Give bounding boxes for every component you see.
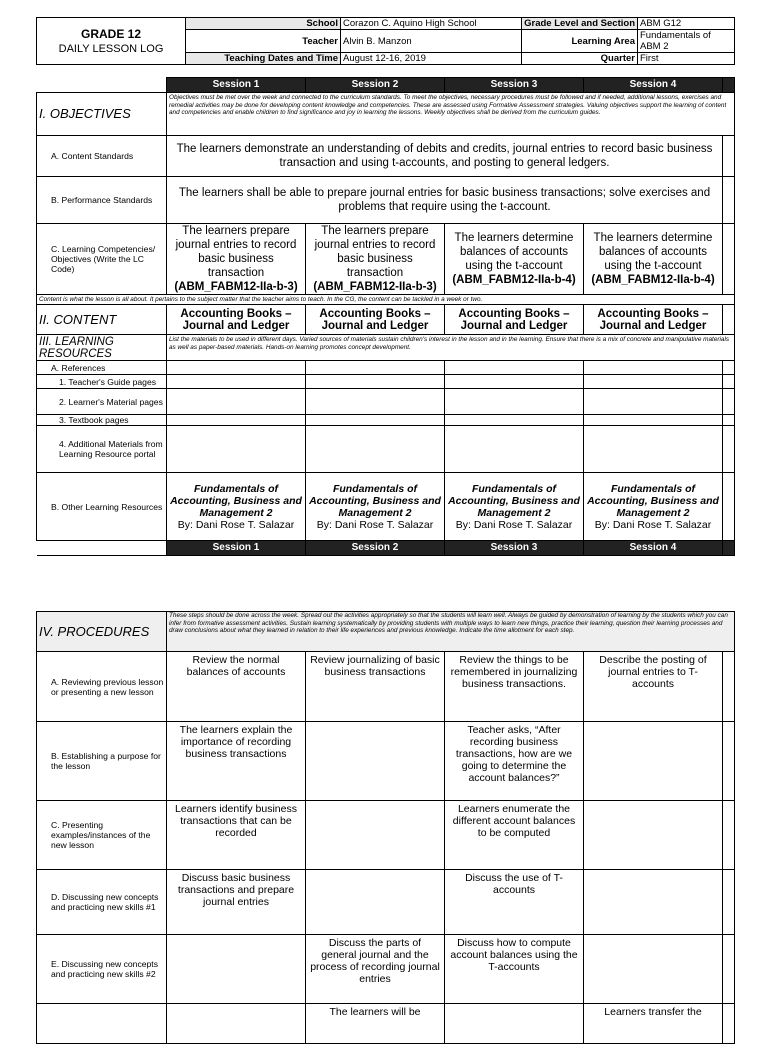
session-header: Session 4: [584, 78, 723, 93]
content-topic: Accounting Books – Journal and Ledger: [306, 305, 445, 335]
procedure-cell: The learners explain the importance of recording business transactions: [167, 722, 306, 801]
learning-area-label: Learning Area: [522, 30, 638, 53]
learner-material-label: 2. Learner's Material pages: [37, 389, 167, 415]
session-footer: Session 3: [445, 541, 584, 556]
competency-text: The learners determine balances of accounts using the t-account: [593, 232, 713, 272]
procedure-cell: Learners enumerate the different account balances to be computed: [445, 801, 584, 870]
procedure-label: D. Discussing new concepts and practicing new skills #1: [37, 870, 167, 935]
content-title: II. CONTENT: [37, 305, 167, 335]
competency-code: (ABM_FABM12-IIa-b-4): [452, 274, 576, 286]
book-title: Fundamentals of Accounting, Business and Management 2: [587, 482, 719, 519]
book-title: Fundamentals of Accounting, Business and Management 2: [170, 482, 302, 519]
school-value: Corazon C. Aquino High School: [341, 18, 522, 30]
book-author: By: Dani Rose T. Salazar: [455, 518, 573, 531]
book-author: By: Dani Rose T. Salazar: [316, 518, 434, 531]
lesson-log-table: [36, 77, 735, 556]
procedure-label: E. Discussing new concepts and practicing new skills #2: [37, 935, 167, 1004]
procedure-cell: Discuss the parts of general journal and the process of recording journal entries: [306, 935, 445, 1004]
content-topic: Accounting Books – Journal and Ledger: [584, 305, 723, 335]
dates-label: Teaching Dates and Time: [186, 53, 341, 65]
teacher-label: Teacher: [186, 30, 341, 53]
performance-standards-label: B. Performance Standards: [37, 177, 167, 224]
grade-cell: [37, 18, 186, 65]
resources-note: List the materials to be used in different days. Varied sources of materials sustain children's interest in the lesson and in the learning. Ensure that there is a mix of concrete and manipulative materials as well as paper-based materials. Hands-on learning promotes concept development.: [167, 335, 735, 361]
procedure-cell: Discuss the use of T-accounts: [445, 870, 584, 935]
competencies-label: C. Learning Competencies/ Objectives (Write the LC Code): [37, 224, 167, 295]
school-label: School: [186, 18, 341, 30]
procedure-cell: [584, 722, 723, 801]
content-topic: Accounting Books – Journal and Ledger: [167, 305, 306, 335]
book-cell: [445, 473, 584, 541]
procedure-cell: [306, 722, 445, 801]
procedure-cell: [584, 870, 723, 935]
content-topic: Accounting Books – Journal and Ledger: [445, 305, 584, 335]
competency-cell: [584, 224, 723, 295]
content-standards-label: A. Content Standards: [37, 136, 167, 177]
session-header: Session 3: [445, 78, 584, 93]
procedure-cell: Review journalizing of basic business transactions: [306, 652, 445, 722]
book-cell: [584, 473, 723, 541]
competency-cell: [445, 224, 584, 295]
header-table: [36, 17, 735, 65]
book-title: Fundamentals of Accounting, Business and Management 2: [309, 482, 441, 519]
resources-title: III. LEARNING RESOURCES: [37, 335, 167, 361]
procedure-cell: [584, 801, 723, 870]
teacher-guide-label: 1. Teacher's Guide pages: [37, 375, 167, 389]
performance-standards-text: The learners shall be able to prepare journal entries for basic business transactions; solve exercises and problems that require using the t-account.: [167, 177, 723, 224]
competency-text: The learners determine balances of accounts using the t-account: [454, 232, 574, 272]
procedure-label: A. Reviewing previous lesson or presenting a new lesson: [37, 652, 167, 722]
session-footer: Session 4: [584, 541, 723, 556]
procedure-cell: Review the normal balances of accounts: [167, 652, 306, 722]
procedure-cell: Teacher asks, “After recording business transactions, how are we going to determine the account balances?”: [445, 722, 584, 801]
book-title: Fundamentals of Accounting, Business and Management 2: [448, 482, 580, 519]
quarter-label: Quarter: [522, 53, 638, 65]
competency-cell: [306, 224, 445, 295]
competency-cell: [167, 224, 306, 295]
procedure-label: C. Presenting examples/instances of the new lesson: [37, 801, 167, 870]
procedure-cell: Discuss basic business transactions and prepare journal entries: [167, 870, 306, 935]
book-cell: [167, 473, 306, 541]
session-header: Session 1: [167, 78, 306, 93]
competency-text: The learners prepare journal entries to record basic business transaction: [314, 225, 436, 279]
objectives-note: Objectives must be met over the week and connected to the curriculum standards. To meet the objectives, necessary procedures must be followed and if needed, additional lessons, exercises and remedial activities may be done for developing content knowledge and competencies. These are assessed using Formative Assessment strategies. Valuing objectives support the learning of content and competencies and enable children to find significance and joy in learning the lessons. Weekly objectives shall be derived from the curriculum guides.: [167, 93, 735, 136]
content-standards-text: The learners demonstrate an understanding of debits and credits, journal entries to record basic business transaction and using t-accounts, and posting to general ledgers.: [167, 136, 723, 177]
procedure-cell: [306, 870, 445, 935]
objectives-title: I. OBJECTIVES: [37, 93, 167, 136]
competency-code: (ABM_FABM12-IIa-b-3): [174, 281, 298, 293]
quarter-value: First: [638, 53, 735, 65]
procedure-cell: Learners transfer the: [584, 1004, 723, 1044]
procedures-title: IV. PROCEDURES: [37, 612, 167, 652]
competency-text: The learners prepare journal entries to record basic business transaction: [175, 225, 297, 279]
book-author: By: Dani Rose T. Salazar: [177, 518, 295, 531]
procedures-table: [36, 611, 735, 1044]
procedure-cell: Discuss how to compute account balances using the T-accounts: [445, 935, 584, 1004]
session-footer: Session 2: [306, 541, 445, 556]
procedure-cell: Review the things to be remembered in journalizing business transactions.: [445, 652, 584, 722]
book-cell: [306, 473, 445, 541]
procedure-cell: [306, 801, 445, 870]
other-resources-label: B. Other Learning Resources: [37, 473, 167, 541]
procedure-cell: [584, 935, 723, 1004]
textbook-label: 3. Textbook pages: [37, 415, 167, 426]
teacher-value: Alvin B. Manzon: [341, 30, 522, 53]
procedures-note: These steps should be done across the week. Spread out the activities appropriately so that the students will learn well. Always be guided by demonstration of learning by the students which you can infer from formative assessment activities. Sustain learning systematically by providing students with multiple ways to learn new things, practice their learning, question their learning processes and draw conclusions about what they learned in relation to their life experiences and previous knowledge. Indicate the time allotment for each step.: [167, 612, 735, 652]
procedure-cell: [167, 935, 306, 1004]
procedure-cell: The learners will be: [306, 1004, 445, 1044]
grade-section-label: Grade Level and Section: [522, 18, 638, 30]
procedure-cell: Learners identify business transactions that can be recorded: [167, 801, 306, 870]
procedure-cell: Describe the posting of journal entries to T-accounts: [584, 652, 723, 722]
additional-materials-label: 4. Additional Materials from Learning Resource portal: [37, 426, 167, 473]
references-label: A. References: [37, 361, 167, 375]
book-author: By: Dani Rose T. Salazar: [594, 518, 712, 531]
session-footer: Session 1: [167, 541, 306, 556]
competency-code: (ABM_FABM12-IIa-b-3): [313, 281, 437, 293]
learning-area-value: Fundamentals of ABM 2: [638, 30, 735, 53]
content-note: Content is what the lesson is all about. It pertains to the subject matter that the teacher aims to teach. In the CG, the content can be tackled in a week or two.: [37, 295, 735, 305]
session-header: Session 2: [306, 78, 445, 93]
grade-label: GRADE 12: [80, 26, 142, 41]
log-title: DAILY LESSON LOG: [58, 42, 164, 55]
competency-code: (ABM_FABM12-IIa-b-4): [591, 274, 715, 286]
procedure-label: B. Establishing a purpose for the lesson: [37, 722, 167, 801]
dates-value: August 12-16, 2019: [341, 53, 522, 65]
grade-section-value: ABM G12: [638, 18, 735, 30]
